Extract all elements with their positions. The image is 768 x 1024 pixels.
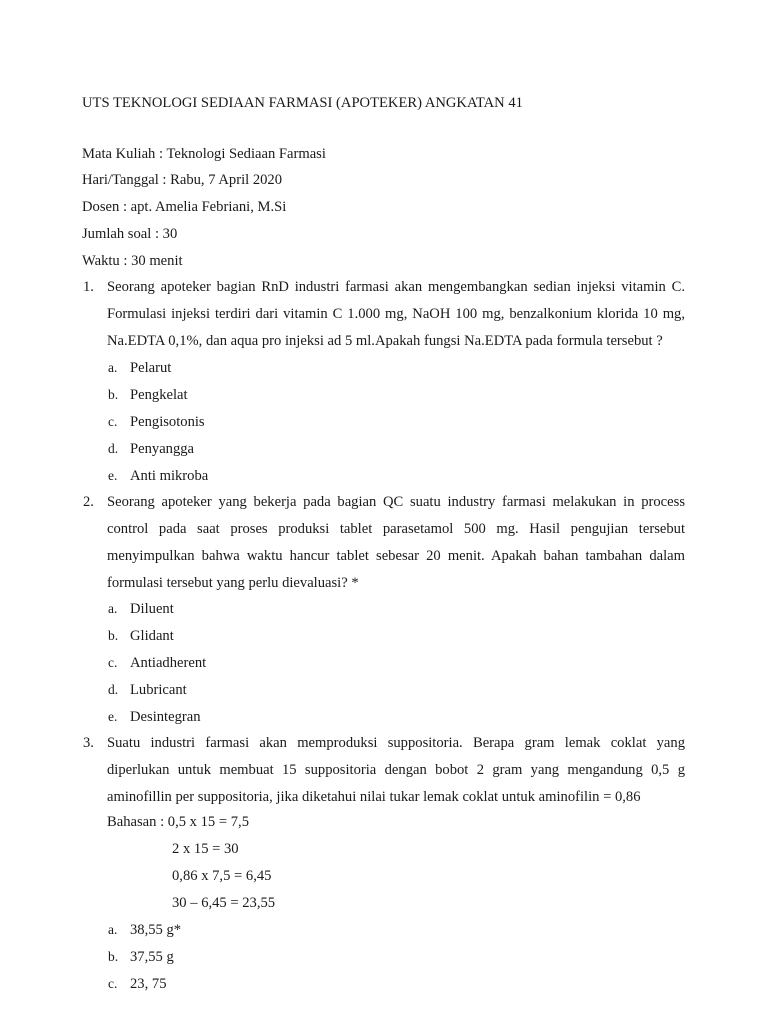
- q3-option-a-letter: a.: [108, 922, 118, 937]
- q3-option-c-letter: c.: [108, 976, 118, 991]
- q3-option-b-text: 37,55 g: [130, 949, 174, 965]
- q1-option-d-letter: d.: [108, 441, 119, 456]
- solution-line: 2 x 15 = 30: [172, 841, 239, 857]
- q2-option-e-letter: e.: [108, 709, 118, 724]
- solution-line: 0,86 x 7,5 = 6,45: [172, 868, 272, 884]
- question-1-number: 1.: [83, 279, 94, 295]
- question-1-text-line: Na.EDTA 0,1%, dan aqua pro injeksi ad 5 ml.Apakah fungsi Na.EDTA pada formula tersebut ?: [107, 333, 663, 349]
- lecturer-line: Dosen : apt. Amelia Febriani, M.Si: [82, 199, 287, 215]
- q2-option-c-letter: c.: [108, 655, 118, 670]
- solution-line: 30 – 6,45 = 23,55: [172, 895, 276, 911]
- question-3-text-line: aminofillin per suppositoria, jika diketahui nilai tukar lemak coklat untuk aminofilin = 0,86: [107, 789, 641, 805]
- q2-option-c-text: Antiadherent: [130, 655, 207, 671]
- q1-option-e-letter: e.: [108, 468, 118, 483]
- q2-option-a-text: Diluent: [130, 601, 174, 617]
- question-2-text-line: Seorang apoteker yang bekerja pada bagian QC suatu industry farmasi melakukan in process: [107, 494, 685, 510]
- course-line: Mata Kuliah : Teknologi Sediaan Farmasi: [82, 146, 326, 162]
- date-line: Hari/Tanggal : Rabu, 7 April 2020: [82, 172, 283, 188]
- question-2-number: 2.: [83, 494, 94, 510]
- question-count-line: Jumlah soal : 30: [82, 226, 178, 242]
- q1-option-c-letter: c.: [108, 414, 118, 429]
- question-2-text-line: formulasi tersebut yang perlu dievaluasi? *: [107, 575, 359, 591]
- question-3-text-line: Suatu industri farmasi akan memproduksi suppositoria. Berapa gram lemak coklat yang: [107, 735, 685, 751]
- solution-line: Bahasan : 0,5 x 15 = 7,5: [107, 814, 249, 830]
- q2-option-d-letter: d.: [108, 682, 119, 697]
- question-1-text-line: Formulasi injeksi terdiri dari vitamin C 1.000 mg, NaOH 100 mg, benzalkonium klorida 10 mg,: [107, 306, 685, 322]
- q1-option-b-letter: b.: [108, 387, 119, 402]
- q2-option-d-text: Lubricant: [130, 682, 187, 698]
- question-2-text-line: menyimpulkan bahwa waktu hancur tablet sebesar 20 menit. Apakah bahan tambahan dalam: [107, 548, 685, 564]
- q2-option-b-letter: b.: [108, 628, 119, 643]
- q1-option-a-letter: a.: [108, 360, 118, 375]
- q2-option-b-text: Glidant: [130, 628, 174, 644]
- q1-option-c-text: Pengisotonis: [130, 414, 205, 430]
- question-3-number: 3.: [83, 735, 94, 751]
- q1-option-e-text: Anti mikroba: [130, 468, 209, 484]
- time-line: Waktu : 30 menit: [82, 253, 183, 269]
- question-3-text-line: diperlukan untuk membuat 15 suppositoria dengan bobot 2 gram yang mengandung 0,5 g: [107, 762, 685, 778]
- question-2-text-line: control pada saat proses produksi tablet parasetamol 500 mg. Hasil pengujian tersebut: [107, 521, 685, 537]
- q3-option-c-text: 23, 75: [130, 976, 167, 992]
- q3-option-b-letter: b.: [108, 949, 119, 964]
- question-1-text-line: Seorang apoteker bagian RnD industri farmasi akan mengembangkan sedian injeksi vitamin C.: [107, 279, 685, 295]
- q1-option-b-text: Pengkelat: [130, 387, 188, 403]
- q1-option-a-text: Pelarut: [130, 360, 172, 376]
- q2-option-e-text: Desintegran: [130, 709, 201, 725]
- q3-option-a-text: 38,55 g*: [130, 922, 182, 938]
- q2-option-a-letter: a.: [108, 601, 118, 616]
- q1-option-d-text: Penyangga: [130, 441, 195, 457]
- document-title: UTS TEKNOLOGI SEDIAAN FARMASI (APOTEKER) ANGKATAN 41: [82, 95, 523, 111]
